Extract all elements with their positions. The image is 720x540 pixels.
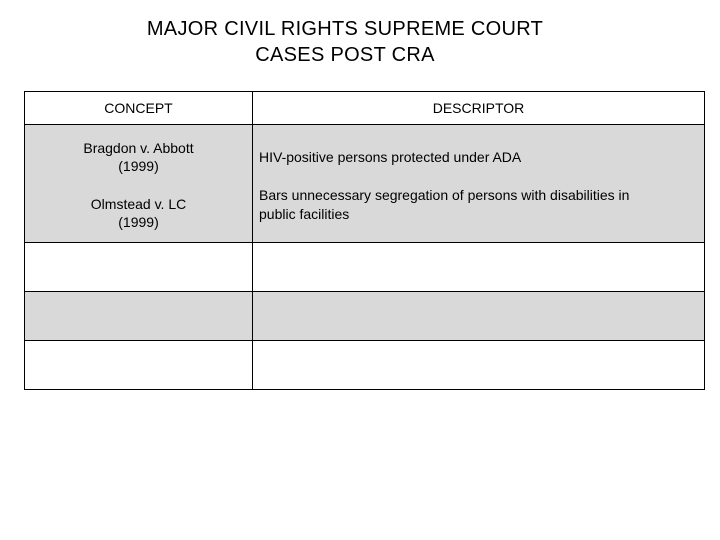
header-concept: CONCEPT xyxy=(25,92,253,125)
slide-title xyxy=(0,16,690,68)
empty-cell xyxy=(25,292,253,341)
empty-cell xyxy=(253,243,705,292)
case-year: (1999) xyxy=(118,214,159,230)
empty-cell xyxy=(25,243,253,292)
table-row xyxy=(25,341,705,390)
empty-cell xyxy=(253,292,705,341)
concept-cell xyxy=(25,125,253,243)
table-row xyxy=(25,243,705,292)
descriptor-text: HIV-positive persons protected under ADA xyxy=(259,149,522,165)
table-row xyxy=(25,125,705,243)
table-row xyxy=(25,292,705,341)
title-line-1: MAJOR CIVIL RIGHTS SUPREME COURT xyxy=(146,18,544,40)
descriptor-text: public facilities xyxy=(259,206,350,222)
case-year: (1999) xyxy=(118,158,159,174)
case-name: Olmstead v. LC xyxy=(90,196,187,212)
descriptor-cell xyxy=(253,125,705,243)
header-descriptor: DESCRIPTOR xyxy=(253,92,705,125)
empty-cell xyxy=(25,341,253,390)
table-header-row xyxy=(25,92,705,125)
cases-table xyxy=(24,91,705,390)
title-line-2: CASES POST CRA xyxy=(255,44,435,66)
descriptor-text: Bars unnecessary segregation of persons with disabilities in xyxy=(259,187,630,203)
empty-cell xyxy=(253,341,705,390)
case-name: Bragdon v. Abbott xyxy=(83,140,194,156)
